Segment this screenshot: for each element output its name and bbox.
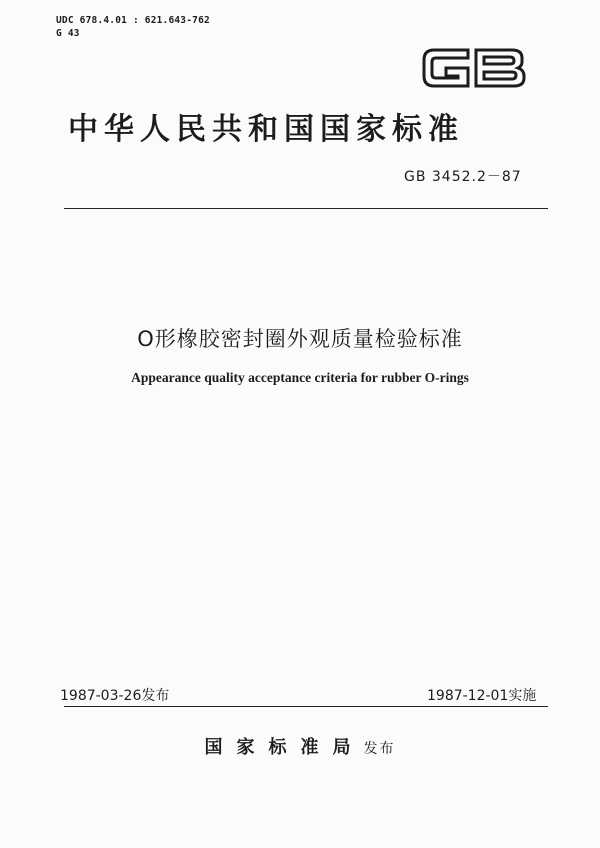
document-title-chinese: O形橡胶密封圈外观质量检验标准 — [137, 327, 463, 351]
classification-codes — [56, 14, 210, 40]
bottom-divider — [64, 706, 548, 707]
issuing-bureau: 国家标准局 — [204, 737, 365, 758]
publish-label: 发布 — [363, 741, 396, 757]
standard-number: GB 3452.2－87 — [404, 169, 522, 185]
udc-code: UDC 678.4.01 : 621.643-762 — [56, 15, 210, 26]
gb-logo-icon — [418, 42, 530, 94]
group-code: G 43 — [56, 28, 80, 39]
document-title-english: Appearance quality acceptance criteria for rubber O-rings — [131, 370, 469, 385]
top-divider — [64, 208, 548, 209]
issuing-country-title: 中华人民共和国国家标准 — [68, 112, 464, 147]
implementation-date: 1987-12-01实施 — [427, 688, 537, 704]
issue-date: 1987-03-26发布 — [60, 688, 170, 704]
issuer-line — [0, 733, 600, 759]
